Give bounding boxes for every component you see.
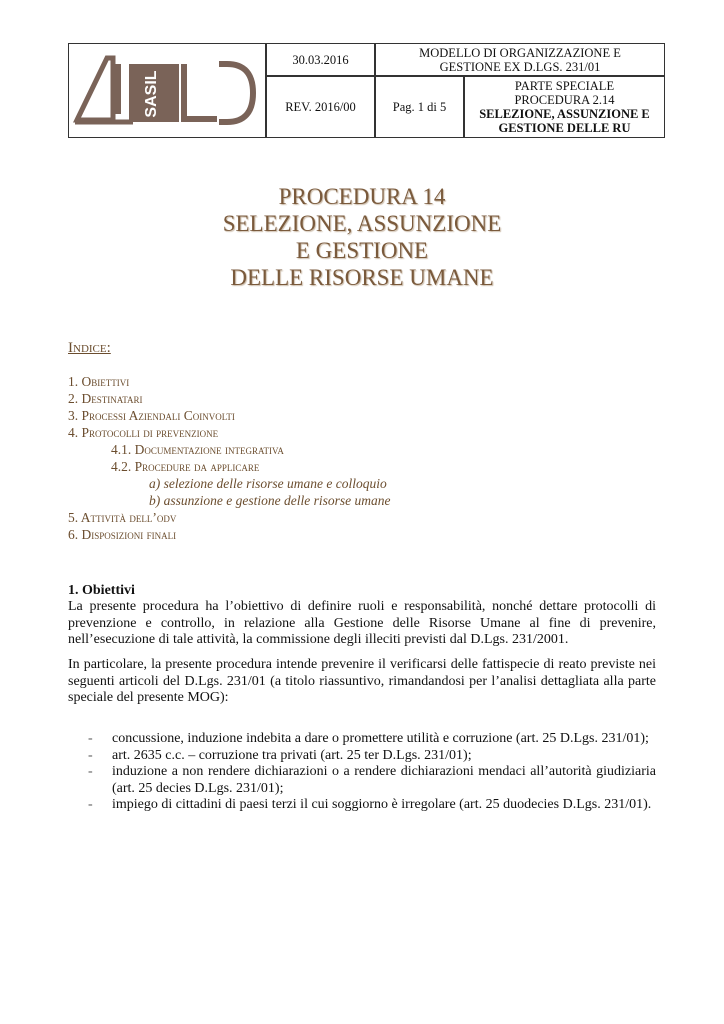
title-line-4: DELLE RISORSE UMANE xyxy=(230,265,494,290)
table-of-contents xyxy=(68,373,390,543)
title-line-3: E GESTIONE xyxy=(295,238,429,263)
bullet-marker: - xyxy=(88,797,93,812)
document-date xyxy=(266,43,375,76)
title-line-2: SELEZIONE, ASSUNZIONE xyxy=(222,211,502,236)
list-item-text: impiego di cittadini di paesi terzi il cui soggiorno è irregolare (art. 25 duodecies D.Lgs. 231/01). xyxy=(112,797,652,812)
list-item-text: concussione, induzione indebita a dare o promettere utilità e corruzione (art. 25 D.Lgs. 231/01); xyxy=(112,731,649,746)
sasil-logo xyxy=(69,44,265,137)
list-item xyxy=(88,764,656,797)
toc-subsubitem[interactable]: a) selezione delle risorse umane e colloquio xyxy=(149,476,387,491)
parte-line-3: SELEZIONE, ASSUNZIONE E xyxy=(479,107,650,121)
toc-item[interactable]: 3. Processi Aziendali Coinvolti xyxy=(68,408,235,423)
toc-subsubitem[interactable]: b) assunzione e gestione delle risorse umane xyxy=(149,493,391,508)
toc-item[interactable]: 4. Protocolli di prevenzione xyxy=(68,425,219,440)
company-logo-cell xyxy=(68,43,266,138)
logo-text: SASIL xyxy=(143,70,160,118)
page-number-cell xyxy=(375,76,464,138)
toc-subitem[interactable]: 4.2. Procedure da applicare xyxy=(111,459,260,474)
list-item-text: art. 2635 c.c. – corruzione tra privati (art. 25 ter D.Lgs. 231/01); xyxy=(112,747,472,763)
document-header-table xyxy=(68,43,665,139)
paragraph: La presente procedura ha l’obiettivo di definire ruoli e responsabilità, nonché dettare protocolli di prevenzione e controllo, in relazione alla Gestione delle Risorse Umane al fine di prevenire, nell’esecuzione di tale attività, la commissione degli illeciti previsti dal D.Lgs. 231/2001. xyxy=(68,599,656,647)
document-title xyxy=(0,183,724,291)
section-heading-obiettivi: 1. Obiettivi xyxy=(68,583,135,598)
list-item xyxy=(88,797,656,814)
paragraph: In particolare, la presente procedura intende prevenire il verificarsi delle fattispecie di reato previste nei seguenti articoli del D.Lgs. 231/01 (a titolo riassuntivo, rimandandosi per l’analisi dettagliata alla parte speciale del presente MOG): xyxy=(68,657,656,705)
bullet-marker: - xyxy=(88,764,93,779)
list-item xyxy=(88,748,656,765)
model-title-cell xyxy=(375,43,665,76)
model-line-1: MODELLO DI ORGANIZZAZIONE E xyxy=(419,45,621,60)
offense-list xyxy=(88,731,656,814)
section-info-cell xyxy=(464,76,665,138)
toc-subitem[interactable]: 4.1. Documentazione integrativa xyxy=(111,442,284,457)
toc-item[interactable]: 1. Obiettivi xyxy=(68,374,130,389)
revision-cell xyxy=(266,76,375,138)
revision-text: REV. 2016/00 xyxy=(285,100,356,114)
bullet-marker: - xyxy=(88,731,93,746)
date-text: 30.03.2016 xyxy=(292,52,349,67)
toc-item[interactable]: 2. Destinatari xyxy=(68,391,143,406)
index-heading: Indice: xyxy=(68,340,111,356)
toc-item[interactable]: 6. Disposizioni finali xyxy=(68,527,177,542)
title-line-1: PROCEDURA 14 xyxy=(278,184,446,209)
toc-item[interactable]: 5. Attività dell’odv xyxy=(68,510,177,525)
parte-line-2: PROCEDURA 2.14 xyxy=(514,93,615,107)
parte-line-4: GESTIONE DELLE RU xyxy=(498,121,631,135)
bullet-marker: - xyxy=(88,747,93,763)
list-item-text: induzione a non rendere dichiarazioni o a rendere dichiarazioni mendaci all’autorità giudiziaria (art. 25 decies D.Lgs. 231/01); xyxy=(112,764,656,796)
model-line-2: GESTIONE EX D.LGS. 231/01 xyxy=(439,59,601,74)
page-number-text: Pag. 1 di 5 xyxy=(392,100,447,114)
parte-line-1: PARTE SPECIALE xyxy=(514,79,615,93)
list-item xyxy=(88,731,656,748)
